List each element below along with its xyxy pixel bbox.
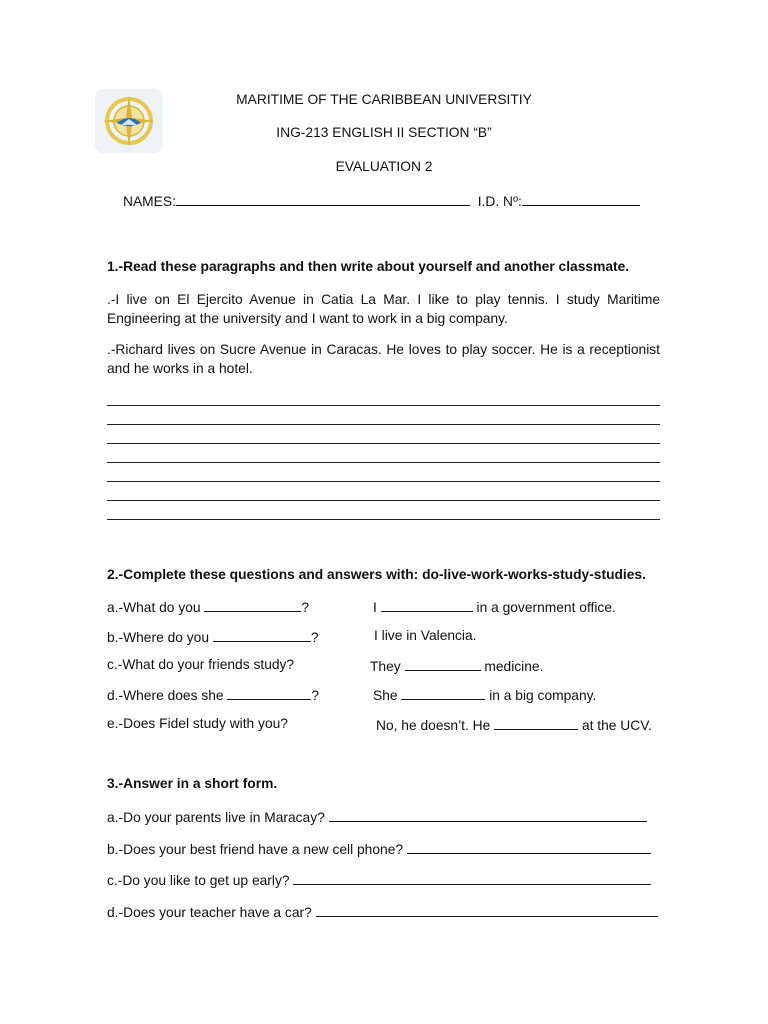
answer-end: medicine. — [480, 659, 544, 674]
blank-field[interactable] — [213, 628, 311, 642]
evaluation-title: EVALUATION 2 — [335, 159, 433, 174]
writing-line[interactable] — [107, 443, 660, 444]
section1-paragraph1: .-I live on El Ejercito Avenue in Catia La Mar. I like to play tennis. I study Maritime Engineering at the university and I want to work in a big company. — [107, 292, 660, 326]
names-label: NAMES: — [123, 194, 176, 209]
question-a — [107, 598, 309, 615]
blank-field[interactable] — [401, 686, 485, 700]
answer-d — [373, 686, 596, 703]
answer-text: I live in Valencia. — [374, 628, 477, 643]
question-d — [107, 686, 319, 703]
writing-line[interactable] — [107, 500, 660, 501]
question-text: b.-Where do you — [107, 630, 213, 645]
blank-field[interactable] — [227, 686, 311, 700]
writing-line[interactable] — [107, 519, 660, 520]
short-answer-b — [107, 840, 651, 857]
writing-line[interactable] — [107, 405, 660, 406]
short-answer-c — [107, 871, 651, 888]
course-title: ING-213 ENGLISH II SECTION “B” — [276, 125, 492, 140]
short-answer-d — [107, 903, 658, 920]
question-c — [107, 657, 294, 672]
section1-paragraph2: .-Richard lives on Sucre Avenue in Caracas. He loves to play soccer. He is a receptionist and he works in a hotel. — [107, 342, 660, 376]
answer-text: No, he doesn’t. He — [376, 718, 495, 733]
answer-field[interactable] — [316, 903, 658, 917]
answer-field[interactable] — [407, 840, 651, 854]
answer-end: at the UCV. — [578, 718, 652, 733]
writing-line[interactable] — [107, 462, 660, 463]
answer-a — [373, 598, 616, 615]
question-text: e.-Does Fidel study with you? — [107, 716, 288, 731]
question-text: c.-Do you like to get up early? — [107, 873, 290, 888]
answer-text: She — [373, 688, 402, 703]
id-label: I.D. Nº: — [477, 194, 522, 209]
names-field[interactable] — [176, 192, 470, 206]
question-text: c.-What do your friends study? — [107, 657, 295, 672]
question-end: ? — [301, 600, 310, 615]
question-text: d.-Where does she — [107, 688, 228, 703]
answer-text: I — [373, 600, 381, 615]
writing-line[interactable] — [107, 481, 660, 482]
answer-text: They — [370, 659, 405, 674]
answer-b — [374, 628, 477, 643]
short-answer-a — [107, 808, 647, 825]
section1-title: 1.-Read these paragraphs and then write about yourself and another classmate. — [107, 259, 630, 274]
answer-field[interactable] — [293, 871, 651, 885]
question-e — [107, 716, 288, 731]
blank-field[interactable] — [405, 657, 481, 671]
blank-field[interactable] — [204, 598, 301, 612]
university-name: MARITIME OF THE CARIBBEAN UNIVERSITIY — [236, 92, 532, 107]
answer-c — [370, 657, 543, 674]
section3-title: 3.-Answer in a short form. — [107, 776, 278, 791]
answer-field[interactable] — [329, 808, 647, 822]
question-end: ? — [310, 630, 319, 645]
answer-end: in a big company. — [485, 688, 597, 703]
question-text: b.-Does your best friend have a new cell phone? — [107, 842, 404, 857]
writing-line[interactable] — [107, 424, 660, 425]
answer-e — [376, 716, 652, 733]
question-text: a.-Do your parents live in Maracay? — [107, 810, 325, 825]
id-field[interactable] — [522, 192, 640, 206]
question-text: d.-Does your teacher have a car? — [107, 905, 312, 920]
section2-title: 2.-Complete these questions and answers with: do-live-work-works-study-studies. — [107, 567, 646, 582]
names-row — [123, 192, 640, 209]
question-end: ? — [311, 688, 320, 703]
question-text: a.-What do you — [107, 600, 205, 615]
blank-field[interactable] — [494, 716, 578, 730]
blank-field[interactable] — [381, 598, 473, 612]
question-b — [107, 628, 319, 645]
answer-end: in a government office. — [472, 600, 616, 615]
